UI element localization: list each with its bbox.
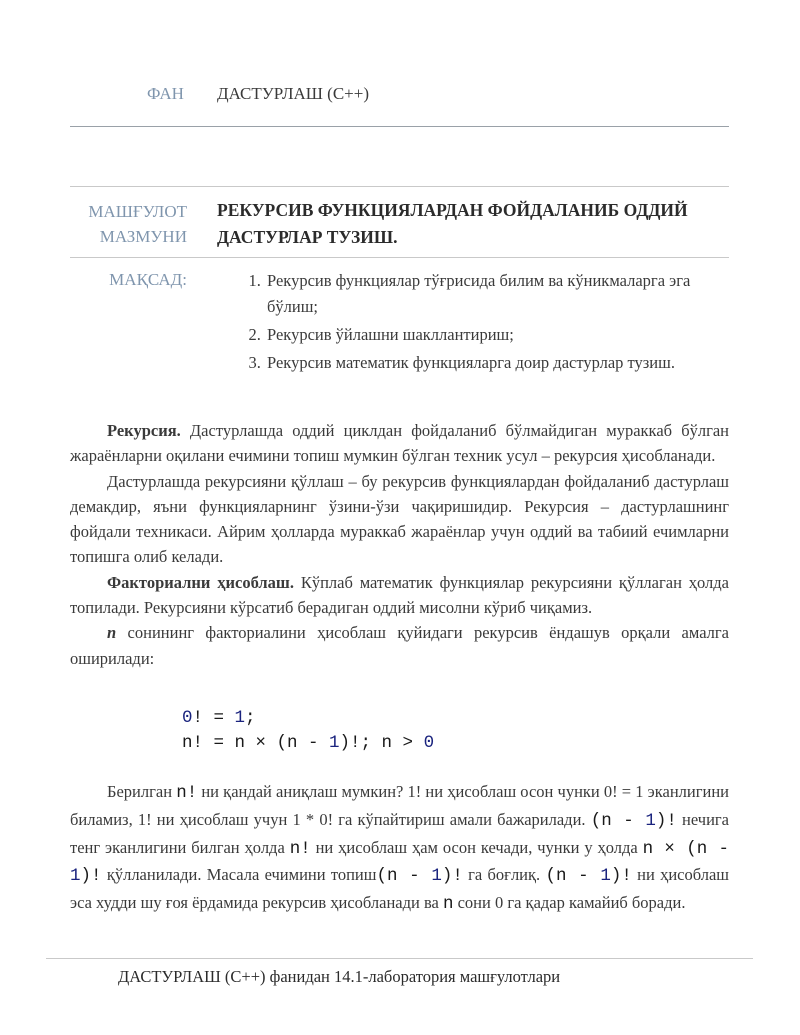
footer-text: ДАСТУРЛАШ (С++) фанидан 14.1-лаборатория машғулотлари (118, 967, 561, 986)
code-text: ! = (192, 708, 235, 728)
paragraph-explanation (70, 779, 729, 918)
code-text: )! (610, 866, 632, 887)
body-text (70, 418, 729, 671)
code-text: (n - (590, 810, 646, 831)
inline-code: n! (289, 838, 311, 859)
recursion-definition: Дастурлашда оддий циклдан фойдаланиб бўлмайдиган мураккаб бўлган жараёнларни оқилани ечимини топиш мумкин бўлган техник усул – рекурсия ҳисобланади. (70, 421, 729, 466)
inline-code (591, 811, 677, 831)
text-run: га боғлиқ. (462, 865, 546, 885)
goal-list-container (217, 268, 729, 378)
paragraph-factorial (70, 570, 729, 621)
paragraph-factorial-approach (70, 620, 729, 671)
code-line-base-case (182, 706, 434, 731)
recursion-term: Рекурсия. (107, 421, 181, 440)
text-run: сони 0 га қадар камайиб боради. (453, 893, 686, 913)
inline-code (545, 866, 631, 886)
code-text: )! (80, 866, 102, 887)
text-run: ни ҳисоблаш ҳам осон кечади, чунки у ҳолда (310, 837, 643, 857)
inline-code (376, 866, 462, 886)
code-text: )! (441, 866, 463, 887)
factorial-intro: Кўплаб математик функциялар рекурсияни қўллаган ҳолда топилади. Рекурсияни кўрсатиб берадиган оддий мисолни кўриб чиқамиз. (70, 572, 729, 618)
footer-divider (46, 958, 753, 959)
n-variable: n (107, 623, 117, 643)
inline-code: n (442, 894, 454, 915)
text-run: ни ҳисоблаш эса худди шу ғоя ёрдамида рекурсив ҳисобланади ва (70, 865, 729, 913)
topic-label-line2: МАЗМУНИ (99, 227, 187, 246)
code-text: )! (655, 810, 677, 831)
topic-top-divider (70, 186, 729, 187)
paragraph-recursion-usage: Дастурлашда рекурсияни қўллаш – бу рекурсив функциялардан фойдаланиб дастурлаш демакдир, яъни функцияларнинг ўзини-ўзи чақиришидир. Рекурсия – дастурлашнинг фойдали техникаси. Айрим ҳолларда мураккаб жараёнлар учун оддий ва табиий ечимларни топишга олиб келади. (70, 471, 729, 567)
code-number: 1 (329, 733, 340, 753)
factorial-code-block (182, 706, 434, 756)
explanation-text (70, 779, 729, 918)
code-text: ; (245, 708, 256, 728)
topic-label (70, 199, 187, 249)
code-number: 1 (431, 866, 442, 887)
text-run: қўлланилади. Масала ечимини топиш (101, 865, 377, 885)
header-divider (70, 126, 729, 127)
code-number: 0 (423, 733, 435, 753)
factorial-term: Факториални ҳисоблаш. (107, 572, 294, 592)
code-text: n! = n × (n - (182, 733, 330, 753)
code-number: 1 (600, 866, 611, 887)
code-number: 0 (182, 708, 193, 728)
goal-item: 1. Рекурсив функциялар тўғрисида билим ва кўникмаларга эга бўлиш; (265, 268, 729, 320)
code-text: (n - (545, 866, 601, 887)
topic-label-line1: МАШҒУЛОТ (88, 202, 187, 221)
code-text: (n - (376, 866, 432, 887)
topic-title-line2: ДАСТУРЛАР ТУЗИШ. (217, 227, 398, 247)
topic-title-line1: РЕКУРСИВ ФУНКЦИЯЛАРДАН ФОЙДАЛАНИБ ОДДИЙ (217, 200, 688, 220)
goal-label: МАҚСАД: (109, 270, 187, 289)
text-run: Берилган (107, 782, 177, 801)
code-number: 1 (70, 866, 81, 887)
code-number: 1 (645, 810, 656, 831)
code-text: n × (n - (642, 838, 729, 859)
topic-title (217, 197, 729, 251)
code-line-recursive-case (182, 731, 434, 756)
text-run: нечига тенг эканлигини билган ҳолда (70, 809, 729, 857)
inline-code: n! (176, 783, 198, 803)
goal-item: 2. Рекурсив ўйлашни шакллантириш; (265, 322, 729, 348)
goal-item: 3. Рекурсив математик функцияларга доир дастурлар тузиш. (265, 350, 729, 376)
factorial-approach-text: сонининг факториалини ҳисоблаш қуйидаги рекурсив ёндашув орқали амалга оширилади: (70, 623, 729, 668)
text-run: ни қандай аниқлаш мумкин? 1! ни ҳисоблаш осон чунки 0! = 1 эканлигини биламиз, 1! ни ҳисоблаш учун 1 * 0! га кўпайтириш амали бажарилади. (70, 782, 729, 829)
code-text: )!; n > (339, 733, 424, 753)
paragraph-recursion (70, 418, 729, 469)
goal-list (217, 268, 729, 376)
subject-label: ФАН (147, 84, 184, 103)
code-number: 1 (234, 708, 246, 728)
subject-value: ДАСТУРЛАШ (С++) (217, 84, 370, 103)
topic-bottom-divider (70, 257, 729, 258)
